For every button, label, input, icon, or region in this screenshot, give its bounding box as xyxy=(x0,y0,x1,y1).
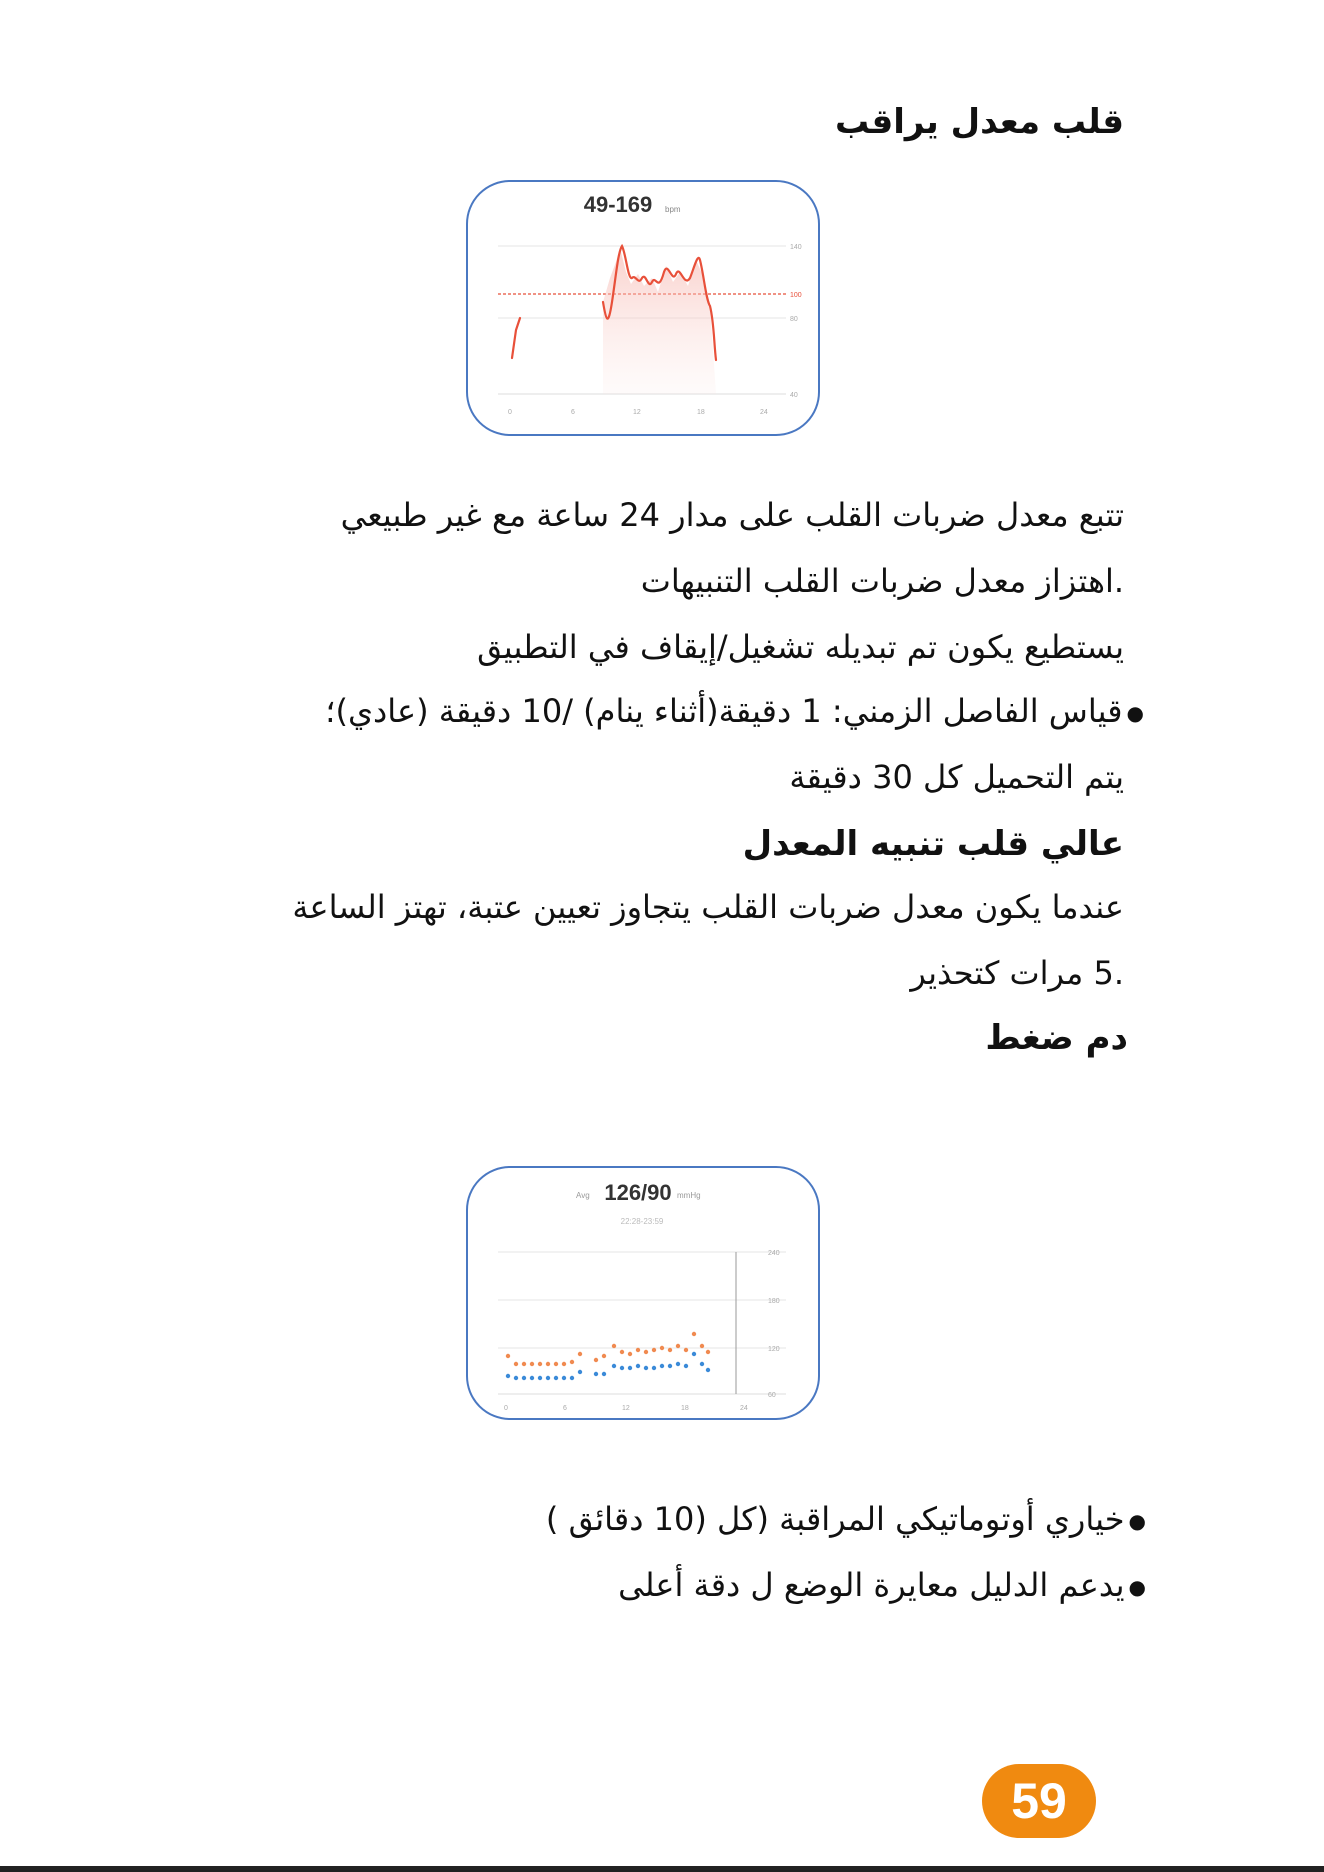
hr-y-tick: 140 xyxy=(790,244,802,251)
hr-x-tick: 24 xyxy=(760,409,768,416)
bp-diastolic-point xyxy=(636,1364,640,1368)
bp-diastolic-point xyxy=(620,1366,624,1370)
bp-systolic-point xyxy=(578,1352,582,1356)
bp-y-tick: 240 xyxy=(768,1250,780,1257)
bp-systolic-point xyxy=(530,1362,534,1366)
bp-systolic-point xyxy=(652,1348,656,1352)
bp-systolic-point xyxy=(684,1348,688,1352)
bp-diastolic-point xyxy=(668,1364,672,1368)
blood-pressure-chart-card xyxy=(466,1166,820,1420)
bp-avg-unit: mmHg xyxy=(677,1191,701,1200)
hr-text-line: يستطيع يكون تم تبديله تشغيل/إيقاف في التطبيق xyxy=(477,628,1124,666)
calibration-text: يدعم الدليل معايرة الوضع ل دقة أعلى xyxy=(618,1566,1125,1604)
bp-systolic-point xyxy=(562,1362,566,1366)
hr-x-tick: 12 xyxy=(633,409,641,416)
bp-systolic-point xyxy=(636,1348,640,1352)
bp-x-tick: 12 xyxy=(622,1405,630,1412)
blood-pressure-heading: دم ضغط xyxy=(985,1018,1128,1058)
bp-systolic-point xyxy=(546,1362,550,1366)
bp-diastolic-point xyxy=(660,1364,664,1368)
hr-interval-bullet xyxy=(325,692,1144,730)
bp-avg-value: 126/90 xyxy=(604,1180,672,1205)
bp-diastolic-point xyxy=(700,1362,704,1366)
heart-rate-chart xyxy=(468,182,818,434)
page-number: 59 xyxy=(1011,1773,1067,1829)
bp-diastolic-point xyxy=(522,1376,526,1380)
bp-avg-label: Avg xyxy=(576,1191,590,1200)
bp-diastolic-point xyxy=(578,1370,582,1374)
auto-monitor-text: خياري أوتوماتيكي المراقبة (كل (10 دقائق ) xyxy=(545,1500,1125,1538)
bp-systolic-point xyxy=(668,1348,672,1352)
hr-y-tick: 40 xyxy=(790,392,798,399)
bp-systolic-point xyxy=(692,1332,696,1336)
bp-diastolic-point xyxy=(652,1366,656,1370)
bp-y-tick: 120 xyxy=(768,1346,780,1353)
hr-area-fill xyxy=(603,248,716,394)
heart-rate-heading: قلب معدل يراقب xyxy=(834,102,1124,142)
bp-y-tick: 60 xyxy=(768,1392,776,1399)
alert-text-line: .5 مرات كتحذير xyxy=(910,954,1124,992)
hr-y-tick: 80 xyxy=(790,316,798,323)
bp-systolic-point xyxy=(554,1362,558,1366)
bottom-rule xyxy=(0,1866,1324,1872)
bp-systolic-point xyxy=(612,1344,616,1348)
bp-diastolic-point xyxy=(602,1372,606,1376)
bp-y-tick: 180 xyxy=(768,1298,780,1305)
calibration-bullet xyxy=(618,1566,1146,1604)
bp-systolic-point xyxy=(660,1346,664,1350)
bp-systolic-point xyxy=(628,1352,632,1356)
hr-text-line: يتم التحميل كل 30 دقيقة xyxy=(789,758,1124,796)
bp-systolic-point xyxy=(506,1354,510,1358)
hr-y-tick: 100 xyxy=(790,292,802,299)
bp-x-tick: 18 xyxy=(681,1405,689,1412)
hr-x-tick: 6 xyxy=(571,409,575,416)
bp-systolic-point xyxy=(522,1362,526,1366)
bp-systolic-point xyxy=(538,1362,542,1366)
bp-systolic-point xyxy=(514,1362,518,1366)
hr-interval-text: قياس الفاصل الزمني: 1 دقيقة(أثناء ينام) /10 دقيقة (عادي)؛ xyxy=(325,692,1123,730)
bp-diastolic-point xyxy=(628,1366,632,1370)
hr-range-unit: bpm xyxy=(665,205,681,214)
bp-time-range: 22:28-23:59 xyxy=(620,1217,664,1226)
bp-diastolic-point xyxy=(676,1362,680,1366)
bp-systolic-point xyxy=(620,1350,624,1354)
bp-diastolic-point xyxy=(684,1364,688,1368)
bp-x-tick: 0 xyxy=(504,1405,508,1412)
bp-diastolic-point xyxy=(538,1376,542,1380)
page-number-badge xyxy=(982,1764,1096,1838)
high-hr-alert-heading: عالي قلب تنبيه المعدل xyxy=(742,824,1124,864)
bp-systolic-point xyxy=(676,1344,680,1348)
hr-text-line: .اهتزاز معدل ضربات القلب التنبيهات xyxy=(640,562,1124,600)
hr-x-tick: 0 xyxy=(508,409,512,416)
hr-range-value: 49-169 xyxy=(583,192,653,217)
bp-diastolic-point xyxy=(514,1376,518,1380)
bp-diastolic-point xyxy=(546,1376,550,1380)
bp-diastolic-point xyxy=(644,1366,648,1370)
bp-diastolic-point xyxy=(594,1372,598,1376)
bp-systolic-point xyxy=(644,1350,648,1354)
hr-text-line: تتبع معدل ضربات القلب على مدار 24 ساعة مع غير طبيعي xyxy=(340,496,1124,534)
bp-diastolic-point xyxy=(706,1368,710,1372)
bp-diastolic-point xyxy=(530,1376,534,1380)
bp-x-tick: 6 xyxy=(563,1405,567,1412)
heart-rate-chart-card xyxy=(466,180,820,436)
bp-diastolic-point xyxy=(506,1374,510,1378)
auto-monitor-bullet xyxy=(546,1500,1146,1538)
bp-diastolic-point xyxy=(554,1376,558,1380)
bp-systolic-point xyxy=(602,1354,606,1358)
hr-curve-segment xyxy=(512,318,520,358)
alert-text-line: عندما يكون معدل ضربات القلب يتجاوز تعيين عتبة، تهتز الساعة xyxy=(292,888,1124,926)
bp-systolic-point xyxy=(706,1350,710,1354)
bp-diastolic-point xyxy=(692,1352,696,1356)
bp-systolic-point xyxy=(700,1344,704,1348)
bp-data-points xyxy=(506,1332,710,1380)
bp-x-tick: 24 xyxy=(740,1405,748,1412)
bp-systolic-point xyxy=(570,1360,574,1364)
bp-diastolic-point xyxy=(562,1376,566,1380)
bp-diastolic-point xyxy=(612,1364,616,1368)
bp-diastolic-point xyxy=(570,1376,574,1380)
blood-pressure-chart xyxy=(468,1168,818,1418)
bp-systolic-point xyxy=(594,1358,598,1362)
hr-x-tick: 18 xyxy=(697,409,705,416)
